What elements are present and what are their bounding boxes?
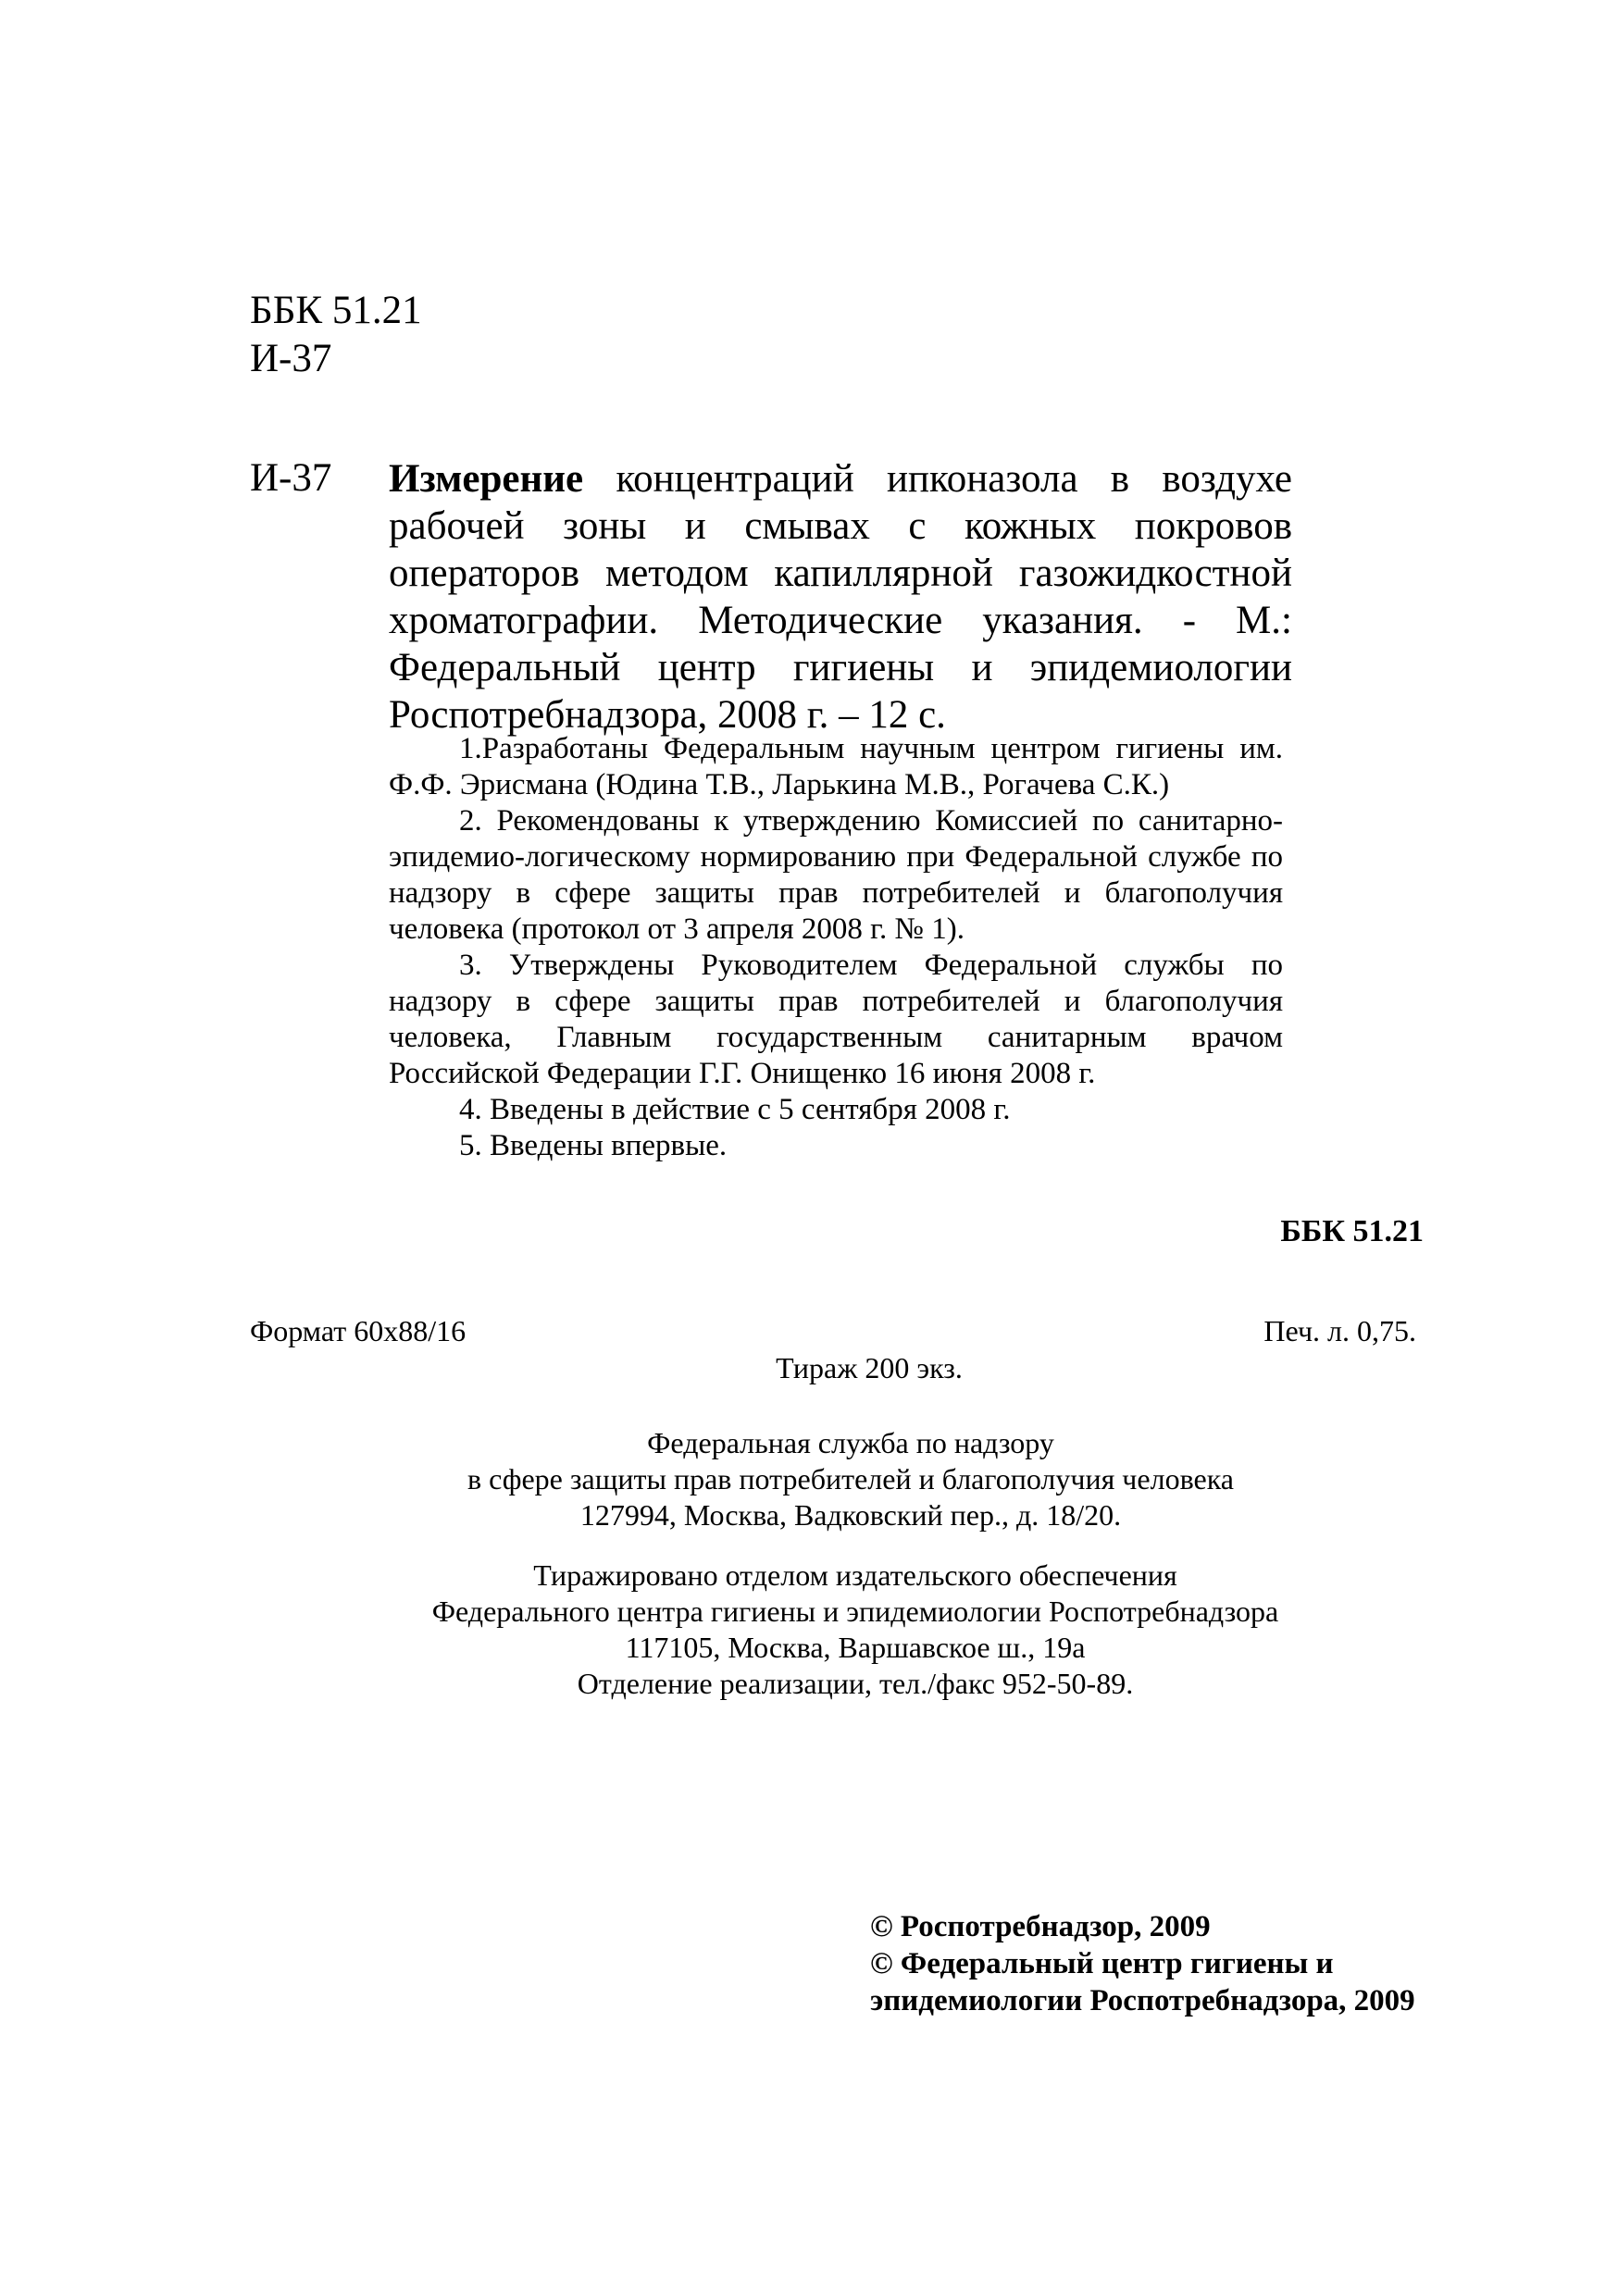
printed-phone: Отделение реализации, тел./факс 952-50-89.	[577, 1667, 1134, 1700]
note-item: 2. Рекомендованы к утверждению Комиссией по санитарно-эпидемио-логическому нормированию при Федеральной службе по надзору в сфере защиты прав потребителей и благополучия человека (протокол от 3 апреля 2008 г. № 1).	[389, 804, 1283, 946]
printed-address: 117105, Москва, Варшавское ш., 19а	[625, 1631, 1086, 1664]
note-item: 4. Введены в действие с 5 сентября 2008 г.	[459, 1093, 1011, 1126]
copyright-block	[870, 1908, 1415, 2019]
agency-line: Федеральная служба по надзору	[647, 1426, 1054, 1459]
header-block	[250, 287, 422, 383]
printed-line: Федерального центра гигиены и эпидемиологии Роспотребнадзора	[431, 1595, 1279, 1628]
author-sign: И-37	[250, 337, 332, 380]
agency-line: в сфере защиты прав потребителей и благополучия человека	[467, 1462, 1234, 1496]
annotation-code: И-37	[250, 456, 332, 500]
pech-label: Печ. л. 0,75.	[1263, 1314, 1416, 1347]
copyright-line: © Федеральный центр гигиены и	[870, 1947, 1334, 1980]
agency-address: 127994, Москва, Вадковский пер., д. 18/20.	[579, 1498, 1122, 1532]
copyright-line: © Роспотребнадзор, 2009	[870, 1910, 1211, 1943]
printed-block	[0, 1558, 1618, 1702]
annotation-text	[389, 455, 1292, 738]
copyright-line: эпидемиологии Роспотребнадзора, 2009	[870, 1984, 1415, 2017]
annotation-body: концентраций ипконазола в воздухе рабочей зоны и смывах с кожных покровов операторов методом капиллярной газожидкостной хроматографии. Методические указания. - М.: Федеральный центр гигиены и эпидемиологии Роспотребнадзора, 2008 г. – 12 с.	[389, 457, 1293, 737]
bbk-right: ББК 51.21	[1280, 1214, 1424, 1248]
format-label: Формат 60x88/16	[250, 1314, 467, 1347]
note-item: 3. Утверждены Руководителем Федеральной службы по надзору в сфере защиты прав потребителей и благополучия человека, Главным государственным санитарным врачом Российской Федерации Г.Г. Онищенко 16 июня 2008 г.	[389, 949, 1283, 1090]
bbk-code: ББК 51.21	[250, 289, 422, 332]
note-item: 1.Разработаны Федеральным научным центром гигиены им. Ф.Ф. Эрисмана (Юдина Т.В., Ларькина М.В., Рогачева С.К.)	[389, 732, 1283, 801]
tirazh-label: Тираж 200 экз.	[776, 1351, 963, 1384]
agency-block	[0, 1425, 1618, 1533]
annotation-title: Измерение	[389, 457, 584, 501]
note-item: 5. Введены впервые.	[459, 1129, 728, 1162]
printed-line: Тиражировано отделом издательского обеспечения	[533, 1558, 1177, 1592]
notes-list	[389, 731, 1283, 1164]
